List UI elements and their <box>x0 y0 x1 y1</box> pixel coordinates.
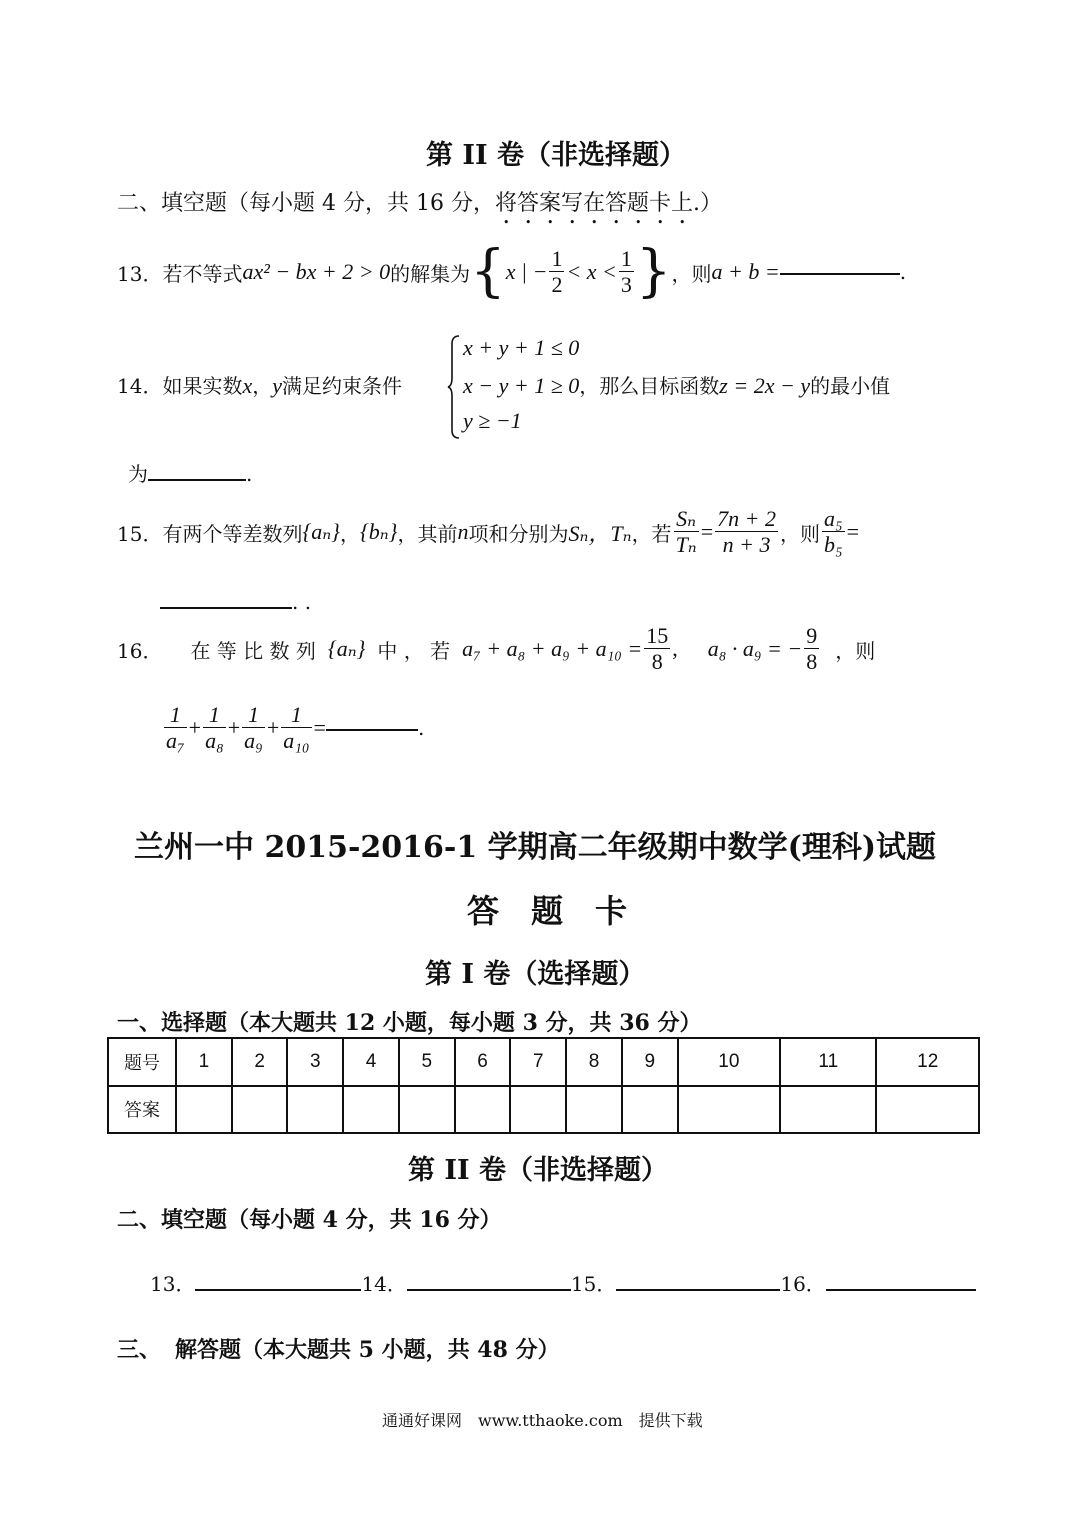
q13-set-mid: < x < <box>566 259 617 284</box>
q14-line2: 为 <box>128 462 148 486</box>
q13-left-brace: { <box>470 239 506 304</box>
q14-constraint-2: x − y + 1 ≥ 0 <box>463 373 580 398</box>
answer-cell[interactable] <box>780 1086 876 1134</box>
q13-inequality: ax² − bx + 2 > 0 <box>242 259 391 284</box>
q16-text-d: ，则 <box>835 638 876 663</box>
q16-inv-num: 1 <box>203 703 226 728</box>
q16-plus: + <box>227 715 241 740</box>
answer-cell[interactable] <box>566 1086 622 1134</box>
q14-text-a: 如果实数 <box>162 374 243 398</box>
q15-end: . . <box>292 590 312 614</box>
question-14-line1 <box>117 370 402 399</box>
answer-cell[interactable] <box>622 1086 678 1134</box>
answer-part2-title: 第 II 卷（非选择题） <box>408 1155 669 1186</box>
q15-fraction-s-t <box>674 507 699 557</box>
q16-inverse-a8 <box>203 703 226 753</box>
q16-prod-expr: a₈ · a₉ = − <box>707 636 803 661</box>
q16-inverse-a7 <box>164 703 187 753</box>
fill-label-14: 14． <box>361 1272 407 1296</box>
q15-text-e: ，则 <box>780 521 820 546</box>
q14-text-c: ，那么目标函数 <box>579 374 720 398</box>
q14-constraint-row-2 <box>463 370 890 399</box>
answer-cell[interactable] <box>232 1086 288 1134</box>
q13-half-num: 1 <box>551 245 563 271</box>
q13-third-den: 3 <box>620 271 632 297</box>
choice-answer-table <box>107 1037 980 1134</box>
fill-heading <box>117 186 722 229</box>
q15-text-a: 有两个等差数列 <box>162 521 303 546</box>
solve-heading-prefix: 三、 <box>117 1337 162 1363</box>
q15-sums: Sₙ，Tₙ <box>568 520 632 546</box>
table-cell-number: 6 <box>455 1038 511 1086</box>
answer-cell[interactable] <box>876 1086 979 1134</box>
q15-b5: b₅ <box>824 531 843 557</box>
q15-text-c: 项和分别为 <box>468 521 569 546</box>
table-header-number: 题号 <box>108 1038 176 1086</box>
answer-card-title: 答 题 卡 <box>467 892 628 930</box>
table-cell-number: 2 <box>232 1038 288 1086</box>
q15-seq-a: {aₙ} <box>302 519 340 544</box>
answer-cell[interactable] <box>287 1086 343 1134</box>
answer-cell[interactable] <box>176 1086 232 1134</box>
fill-answer-14[interactable] <box>407 1285 571 1291</box>
question-13 <box>117 240 906 304</box>
q14-text-d: 的最小值 <box>810 374 891 398</box>
table-cell-number: 1 <box>176 1038 232 1086</box>
q13-ask: a + b = <box>711 259 780 284</box>
q16-eq: = <box>313 715 326 740</box>
q16-text-a: 在 等 比 数 列 <box>190 638 316 663</box>
q15-n: n <box>457 519 469 544</box>
q15-r-den: n + 3 <box>722 531 771 557</box>
table-cell-number: 11 <box>780 1038 876 1086</box>
q14-end: . <box>246 462 253 486</box>
q13-half-den: 2 <box>551 271 563 297</box>
q13-end: . <box>899 260 907 284</box>
q16-inv-den: a₉ <box>244 727 263 753</box>
part2-title: 第 II 卷（非选择题） <box>426 140 687 171</box>
answer-cell[interactable] <box>455 1086 511 1134</box>
question-14-line2 <box>128 458 252 487</box>
q16-f1-num: 15 <box>646 622 669 648</box>
q16-seq: {aₙ} <box>327 636 366 661</box>
q16-inverse-a10 <box>281 703 311 753</box>
q16-f1-den: 8 <box>651 648 663 674</box>
q14-constraint-1: x + y + 1 ≤ 0 <box>463 335 580 360</box>
answer-card-school-title: 兰州一中 2015-2016-1 学期高二年级期中数学(理科)试题 <box>134 830 937 865</box>
table-cell-number: 4 <box>343 1038 399 1086</box>
q16-f2-den: 8 <box>806 648 818 674</box>
q15-answer-blank[interactable] <box>160 603 292 609</box>
table-cell-number: 12 <box>876 1038 979 1086</box>
answer-fill-blanks-row <box>150 1268 976 1297</box>
q14-comma: ， <box>252 374 273 398</box>
q15-text-d: ，若 <box>631 521 672 546</box>
table-cell-number: 3 <box>287 1038 343 1086</box>
q16-fraction-9-8 <box>804 624 819 674</box>
q14-system-brace <box>447 334 461 440</box>
q16-text-c: , <box>672 636 678 661</box>
q16-inv-num: 1 <box>281 703 311 728</box>
table-cell-number: 9 <box>622 1038 678 1086</box>
answer-choice-heading: 一、选择题（本大题共 12 小题，每小题 3 分，共 36 分） <box>117 1010 702 1036</box>
q14-var-x: x <box>242 373 253 398</box>
q13-third-num: 1 <box>620 245 632 271</box>
question-15 <box>117 500 859 564</box>
table-cell-number: 7 <box>510 1038 566 1086</box>
answer-solve-heading <box>117 1333 560 1364</box>
fill-answer-13[interactable] <box>195 1285 361 1291</box>
question-16 <box>117 617 875 681</box>
answer-cell[interactable] <box>343 1086 399 1134</box>
table-cell-number: 10 <box>678 1038 781 1086</box>
q14-answer-blank[interactable] <box>148 475 246 481</box>
q14-text-b: 满足约束条件 <box>281 374 402 398</box>
q16-end: . <box>417 716 425 740</box>
q13-fraction-third <box>619 247 634 297</box>
q15-s-num: Sₙ <box>674 507 699 532</box>
q15-fraction-ratio <box>715 507 778 557</box>
q14-constraint-3: y ≥ −1 <box>463 408 522 433</box>
q16-inverse-a9 <box>242 703 265 753</box>
q15-r-num: 7n + 2 <box>717 505 776 531</box>
table-cell-number: 8 <box>566 1038 622 1086</box>
q14-objective: z = 2x − y <box>719 373 811 398</box>
q16-plus: + <box>188 715 202 740</box>
fill-label-15: 15． <box>570 1272 617 1296</box>
q13-set-left: x | − <box>505 259 548 284</box>
q15-a5: a₅ <box>824 505 843 531</box>
q15-seq-b: {bₙ} <box>359 519 398 544</box>
q15-tail: = <box>846 519 860 544</box>
q16-text-b: 中 ， 若 <box>377 638 451 663</box>
q16-inv-den: a₈ <box>205 727 224 753</box>
q15-text-b: ，其前 <box>397 521 458 546</box>
page-footer: 通通好课网 www.tthaoke.com 提供下载 <box>382 1411 703 1430</box>
q16-answer-blank[interactable] <box>326 725 418 731</box>
question-16-line2 <box>162 696 424 760</box>
q16-inv-den: a₇ <box>166 727 185 753</box>
fill-answer-15[interactable] <box>616 1285 780 1291</box>
q16-fraction-15-8 <box>644 624 670 674</box>
q14-var-y: y <box>272 373 282 398</box>
q13-right-brace: } <box>635 239 672 304</box>
question-15-line2 <box>160 590 311 614</box>
q13-answer-blank[interactable] <box>780 269 900 275</box>
q15-fraction-a5-b5 <box>822 507 845 557</box>
q16-sum-expr: a₇ + a₈ + a₉ + a₁₀ = <box>462 636 643 661</box>
answer-cell[interactable] <box>399 1086 455 1134</box>
fill-heading-suffix: .） <box>692 191 722 216</box>
q16-plus: + <box>266 715 280 740</box>
solve-heading-text: 解答题（本大题共 5 小题，共 48 分） <box>175 1337 560 1363</box>
q15-s-den: Tₙ <box>675 531 697 557</box>
q15-eq: = <box>700 519 714 544</box>
fill-label-16: 16． <box>780 1272 826 1296</box>
q14-number: 14． <box>117 374 163 398</box>
q13-text-c: ，则 <box>671 261 712 286</box>
table-row-answers <box>108 1086 979 1134</box>
q15-number: 15． <box>117 521 163 546</box>
table-row-numbers <box>108 1038 979 1086</box>
q13-fraction-half <box>549 247 564 297</box>
q16-inv-num: 1 <box>242 703 265 728</box>
q13-number: 13． <box>117 261 163 286</box>
answer-fill-heading: 二、填空题（每小题 4 分，共 16 分） <box>117 1207 502 1233</box>
q16-inv-num: 1 <box>164 703 187 728</box>
q13-text-b: 的解集为 <box>390 261 471 286</box>
fill-heading-prefix: 二、填空题（每小题 4 分，共 16 分， <box>117 191 495 216</box>
q15-sep: ， <box>339 521 360 546</box>
fill-heading-emphasis: 将答案写在答题卡上 <box>494 191 693 216</box>
q16-f2-num: 9 <box>806 622 818 648</box>
fill-answer-16[interactable] <box>826 1285 976 1291</box>
q16-inv-den: a₁₀ <box>283 727 310 753</box>
fill-label-13: 13． <box>150 1272 196 1296</box>
answer-part1-title: 第 I 卷（选择题） <box>425 959 646 990</box>
table-header-answer: 答案 <box>108 1086 176 1134</box>
answer-cell[interactable] <box>678 1086 781 1134</box>
q13-text-a: 若不等式 <box>162 261 243 286</box>
answer-cell[interactable] <box>510 1086 566 1134</box>
table-cell-number: 5 <box>399 1038 455 1086</box>
q16-number: 16． <box>117 638 163 663</box>
